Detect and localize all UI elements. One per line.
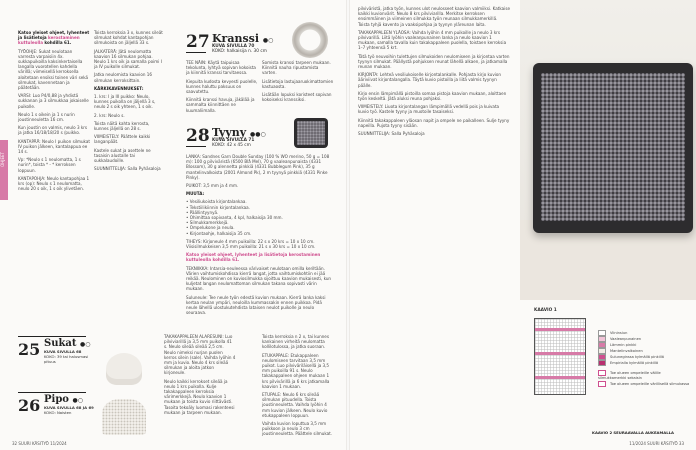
pillow-instructions [186, 154, 334, 318]
pillow-paragraph: Toista kerroksia n 2 x, tai kunnes kankainen virheitä neulomatta kollilotulossa, ja jatka suoraan. [262, 334, 329, 350]
intro-lead-end: kohdilla 61. [44, 40, 72, 46]
wreath-paragraph: Kiinnitä kranssi havuja, jäkälää ja sammalta kiinnittäen ne kuumaliimalla. [186, 97, 255, 113]
chart-pink-band [535, 376, 585, 379]
intro-paragraph: Vp: *Neulo s 1 neulomatta, 1 s nurin*, toista * - * kerroksen loppuun. [18, 157, 81, 173]
right-paragraph: VIIMEISTELY: Liuota kirjontalangan lämpimällä vedellä pois ja kuivata kuvio työ. Kastele tyyny ja muotoile tasaiseksi. [358, 104, 500, 115]
pillow-technique: TEKNIIKKA: Intarsia-neuleessa värivaiset neulotaan omilla keriltään. Värien vaihtumiskohdissa kierrä langat, jotta vaihtumiskohtiin ei jää reikää. Neulominen on kuviosilmukka sijoittuu kaavion mukaisesti, kun kuljetat langan neulomattoman silmukan takana sopivasti värin mukaan. [186, 265, 332, 292]
pillow-paragraph: ETUPALE: Neulo 6 krs sileää silmukan pituudella. Toista joustinneuletta. Vaihda lyöhin 4 mm kuvion jälkeen. Neulo kuvio etukappaleen loppuun. [262, 392, 328, 418]
right-paragraph: Kirjo ensin lämpimällä pistoilla somaa pistoja kaavion mukaan, aloittaen työn keskeltä. Jätä aluksi reuna pohjaksi. [358, 90, 507, 102]
right-paragraph: Kiinnitä takakappaleen yläosan napit ja ompele ne paikalleen. Sulje tyyny napeilla. Pujota tyyny sisään. [358, 117, 510, 128]
right-instructions-column [358, 6, 510, 139]
intro-lead: Katso yleiset ohjeet, lyhenteet ja lisätietoja [18, 30, 90, 41]
intro-paragraph: KANTAPOHJA: Neulo kantapohjaa 1 krs (op): Neulo s 1 neulomatta, neulo 20 s oik, 1 s oik ylivetäen. [18, 175, 90, 192]
sock-paragraph: 2. krs: Neulo s. [94, 112, 125, 118]
page-footer-right: 11/2024 SUURI KÄSITYÖ 33 [629, 441, 684, 446]
knitting-chart [534, 318, 586, 395]
pattern-title-kranssi: Kranssi ●○ [212, 32, 274, 45]
sock-instructions-column [94, 30, 164, 174]
designer-credit: SUUNNITTELIJA: Salla Pyhäsaloja [94, 166, 161, 172]
pattern-number-28: 28 [186, 126, 210, 146]
section-heading: MUUTA: [186, 191, 205, 197]
pattern-meta-28: KUVA SIVULLA 71 KOKO: 42 x 45 cm [212, 138, 255, 149]
sock-paragraph: Toista kerroksia 3 x, kunnes sileät silmukat kohdat kantapohjan silmukoista on jäljellä 33 s. [94, 30, 163, 46]
sock-paragraph: VIIMEISTELY: Päättele kaikki langanpäät. [94, 134, 151, 145]
legend-item: Lämmin pinkki [598, 342, 690, 348]
chart-pink-band [535, 352, 585, 355]
swatch-icon [598, 360, 606, 366]
pattern-title-tyyny: Tyyny ●●○ [212, 126, 266, 139]
pattern-rule [18, 392, 86, 393]
sock-paragraph: 1. krs: I ja III puikko: Neulo, kunnes puikolla on jäljellä 3 s, neulo 2 s oik yhteen, 1 s oik. [94, 94, 156, 110]
legend-note: Toe olueen ompeleille värillisellä silmukassa [598, 381, 690, 387]
wreath-paragraph: TEE NÄIN: Käytä taipuisaa tekolunta, lyhtyä sopivan kokoista ja kiinnitä kranssi tarvitaessa. [186, 60, 256, 76]
pillow-paragraph: Neulo kaikki kerrokset sileää ja neulo 1 krs puikolla. Kulje takakappaleen kerroksia värimerkkejä. Neulo kaavion 1 mukaan ja toista kuvio riittävästi. Tasoita tekoäly luomasi rakenteesi mukaan ja tarpeen mukaan. [164, 378, 235, 415]
sock-paragraph: Toista näitä kahta kerrosta, kunnes jäljellä on 28 s. [94, 120, 150, 132]
list-item: • Kirjontaohje, halkaisija 35 cm. [186, 230, 252, 236]
legend-item: Empirialla kylmällä pinkillä [598, 360, 690, 366]
intro-link[interactable]: kerostaminen kuttuleolla [18, 35, 80, 46]
page-footer-left: 32 SUURI KÄSITYÖ 11/2024 [12, 441, 67, 446]
pattern-number-25: 25 [18, 340, 41, 359]
intro-paragraph: Neulo 1 s oikein ja 1 s nurin joustinneuletta 16 cm. [18, 111, 75, 123]
pillow-paragraph: Vaihda kuvion loputtua 3,5 mm puikkoon ja neulo 3 cm joustinneuletta. Päättele silmukat. [262, 421, 333, 437]
chart-title: KAAVIO 1 [534, 308, 557, 313]
chart-pink-band [535, 328, 585, 331]
wreath-paragraph: Somista kranssi tarpeen mukaan. Kiinnitä nauha ripustamista varten. [262, 60, 331, 76]
legend-note: Toe olueen ompeleille välille silmukkamerkki sekaisin [598, 371, 661, 380]
pillow-gauge: TIHEYS: Kirjoneule 4 mm puikoilla: 22 s x 20 krs = 10 x 10 cm. Viisisilmukkeisen 3,5 mm puikoilla: 21 s x 30 krs = 10 x 10 cm. [186, 238, 316, 250]
pattern-rule [18, 336, 86, 337]
pattern-title-pipo: Pipo ●○ [44, 394, 83, 405]
pillow-front-instructions [262, 334, 334, 440]
right-paragraph: Tätä työ neuvoihin tulettujen silmukoiden neulomiseen ja kirjontaa varten tyynyn silmukat. Päällystä pohjuksen reunat lähellä alkaen, ja jatkamalla reunan mukaan. [358, 53, 510, 70]
pattern-title-sukat: Sukat ●○ [44, 338, 91, 349]
list-item: • Silmukkamerkkejä. [186, 220, 229, 226]
list-item: • Ompelukone ja neula. [186, 225, 235, 231]
pillow-thumbnail [294, 118, 328, 148]
pattern-number-26: 26 [18, 396, 41, 415]
pattern-meta-25: KUVA SIVULLA 68 KOKO: 39 tai halusmasi pituus [44, 349, 89, 364]
intro-paragraph: VARSI: Luo P4/0,88 ja yhdistä sukkanan ja 3 silmukkaa jokaiselle puikolle. [18, 93, 89, 109]
pattern-meta-27: KUVA SIVULLA 70 KOKO: halkaisija n. 30 cm [212, 44, 267, 55]
wreath-thumbnail [292, 22, 328, 58]
pillow-paragraph: TAKAKAPPALEEN ALARESUNI: Luo pilviviarillä ja 3,5 mm puikolla 41 s. Neulo sileää sileää 2,5 cm. Neulo nimeksi nurjan puolen kerros silein (sale). Vaihda lyöhin 4 mm ja kuvio. Neulo 4 krs sileää silmukan ja aloita jatkon kirjoneule. [164, 334, 236, 376]
intro-paragraph: TYÖOHJE: Sukat neulotaan varresta varpaisiin 4x. sukkapuikoilla kaksinkertaisella langalla vuorotellen kahdella värillä; viimeisellä kerroksella aloitetaan ensiksi toinen väri sekä silmukat, kavennetaan ja päätetään. [18, 48, 89, 91]
right-paragraph: TAKAKAPPALEEN YLÄOSA: Vaihda lyöhin 4 mm puikoille ja neulo 3 krs pilvivarillä. Liitä lyöhin vaaleanpunainen lanka ja neulo kaavion 1 mukaan, samalla tavalla kuin takakappaleen puolella, toistaen kerroksia 1–7 yhteensä 5 krt. [358, 29, 507, 51]
list-item: • Tekstiilikiinnin kirjontalankaa. [186, 204, 250, 210]
intro-paragraph: KANTAPÄÄ: Neulo I puikon silmukat IV puikon jälkeen, kantalappua ee 14 s. [18, 138, 90, 155]
legend-item: Suluneginssa kylmällä pinkillä [598, 354, 690, 360]
pillow-technique-2: Suluneule: Tee neule työn edestä kuvion mukaan. Kierrä lanka kaksi kertaa neulan ympäri, neuloilla kummassakin ennen puikkoa. Pidä neule lähellä ulostukutehdista lataisen neulot puikolle ja neulo seuraava. [186, 294, 326, 316]
chart-legend [598, 330, 690, 387]
section-heading: KÄRKIKAVENNUKSET: [94, 85, 144, 91]
wreath-instructions-b [262, 60, 334, 105]
pillow-materials: LANKA: Sandnes Garn Double Sunday (100 % WO merino, 50 g = 108 m): 100 g pilviväristä (6500 Blå Mel), 70 g vaaleanpunaista (4331 Blossom), 30 g alennetta pinkkiä (4331 Bubblegum Pink), 35 g mantelinvalkoista (2001 Almond Pk), 2 m tyynyä pinkkiä (4331 Pinke Pinky). [186, 154, 330, 180]
right-paragraph: pilviväristä, jatka työn, kunnes ulot neulosseet kaavion valmiiksi. Katkaise kaikki kuvionvärit. Neulo 8 krs pilviviarilla. Merkitse kerroksen ensimmäinen ja viimeinen silmukka työn reunaan silmukkamerkillä. Toista tyhjä kavento ja vaaksipohjaa ja tyynyn yläreunan laita. [358, 6, 510, 27]
right-paragraph: KIRJONTA: Lehteä vesiliukoiselle kirjontalankalle. Pohjasta kirjo kuvion ääriviivat kirjontalangalla. Täytä kuvio pistoilla ja liitä valmis tyynyn päälle. [358, 72, 502, 88]
list-item: • Vesiliukoista kirjontalankaa. [186, 199, 247, 205]
pattern-number-27: 27 [186, 32, 210, 52]
pattern-meta-26: KUVA SIVULLA 68 JA 69 KOKO: Naisten [44, 405, 94, 415]
legend-item: Vaaleanpunainen [598, 336, 690, 342]
pattern-rule [186, 146, 206, 147]
pillow-back-instructions [164, 334, 236, 418]
supplies-list [186, 199, 334, 235]
pillow-paragraph: ETUKAPPALE: Etukappaleen neulomiseen tarvitaan 3,5 mm puikot. Luo pilviväriläisellä ja 3,5 mm puikoilla 91 s. Neulo takakappaleen ohjeen mukaan 1 krs pilvivärillä ja 6 krs jatkamalla kaavion 1 mukaan. [262, 352, 330, 389]
pattern-rule [186, 52, 206, 53]
list-item: • Päällintyynyä. [186, 209, 219, 215]
marker-icon [598, 381, 606, 387]
wreath-paragraph: Lisätietoja lastujaaruokimattomien kastuaosta. [262, 78, 334, 89]
list-item: • Ohimittaa sopivanta, 4 kpl, halkaisija 30 mm. [186, 215, 283, 221]
designer-credit: SUUNNITTELIJA: Salla Pyhäsaloja [358, 131, 425, 137]
wreath-instructions-a [186, 60, 258, 116]
next-chart-note: KAAVIO 2 SEURAAVALLA AUKEAMALLA [592, 430, 674, 435]
intro-column [18, 30, 90, 194]
wreath-paragraph: Lisätään lopuksi koristeet sopivan kokoiseksi kranssiksi. [262, 92, 332, 103]
sock-paragraph: JALKATERÄ: Jätä neulomatta kaavion 16 silmukan pohjaa. Neulo 1 krs oik ja samalla poimi I ja IV puikolle silmukat. [94, 48, 162, 70]
hat-photo [92, 345, 162, 445]
sock-paragraph: Jatka neulomista kaavion 16 silmukan kerroksittain. [94, 72, 152, 83]
pillow-needles: PUIKOT: 3,5 mm ja 4 mm. [186, 183, 239, 189]
sock-paragraph: Kastele sukat ja asettele ne tasaisin alustalle tai sukkalaudoille. [94, 147, 151, 164]
legend-item: Mantelinvalkoinen [598, 348, 690, 354]
pillow-photo [533, 63, 693, 233]
legend-item: Viininsiun [598, 330, 690, 336]
side-tab: OHJEET [0, 140, 8, 200]
page-spine [346, 0, 350, 450]
general-instructions-link[interactable]: Katso yleiset ohjeet, lyhenteet ja lisätietoja kerostaminen kuttuleolla kohdilla 61. [186, 252, 321, 263]
wreath-paragraph: Kiepuita kudosta kevyesti puolelle, kunnes haluttu paksuus on saavutettu. [186, 78, 258, 95]
intro-paragraph: Kun joustin on valmis, neulo 3 krs ja jatka 16/18/18/20 s /puikko. [18, 125, 88, 136]
